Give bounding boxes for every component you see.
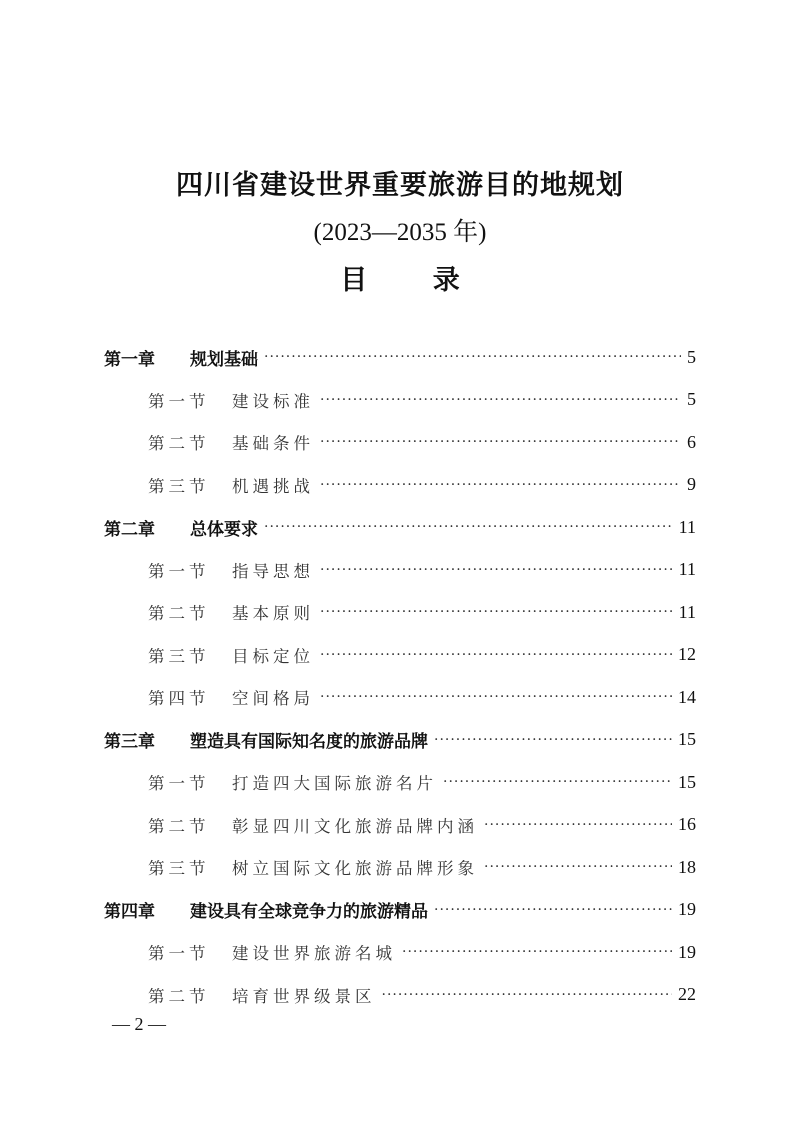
toc-entry-title: 建设具有全球竞争力的旅游精品 (190, 902, 428, 922)
toc-entry-label: 第二节 (148, 816, 210, 836)
toc-entry-label: 第一节 (148, 561, 210, 581)
toc-section-entry[interactable] (148, 769, 696, 795)
toc-entry-label: 第三节 (148, 646, 210, 666)
toc-section-entry[interactable] (148, 812, 696, 838)
toc-entry-label: 第二节 (148, 986, 210, 1006)
dot-leader (320, 689, 672, 705)
toc-entry-title: 建设世界旅游名城 (232, 944, 396, 963)
toc-entry-page: 11 (678, 516, 696, 537)
dot-leader (264, 349, 681, 365)
toc-entry-label: 第三节 (148, 859, 210, 878)
toc-section-entry[interactable] (148, 599, 696, 625)
toc-entry-title: 基础条件 (232, 434, 314, 453)
toc-section-entry[interactable] (148, 982, 696, 1008)
toc-entry-page: 5 (687, 346, 696, 367)
toc-entry-page: 15 (678, 729, 696, 749)
toc-entry-title: 建设标准 (232, 391, 314, 411)
document-title: 四川省建设世界重要旅游目的地规划 (176, 170, 624, 201)
toc-entry-title: 基本原则 (232, 604, 314, 623)
toc-entry-title: 机遇挑战 (232, 476, 314, 496)
toc-entry-page: 18 (678, 856, 696, 877)
toc-entry-title: 指导思想 (232, 561, 314, 581)
toc-entry-title: 塑造具有国际知名度的旅游品牌 (190, 732, 428, 752)
toc-entry-page: 14 (678, 686, 696, 707)
dot-leader (434, 902, 672, 918)
dot-leader (443, 774, 672, 790)
toc-chapter-entry[interactable] (104, 727, 696, 753)
document-subtitle: (2023—2035 年) (313, 219, 487, 246)
toc-section-entry[interactable] (148, 854, 696, 880)
dot-leader (320, 647, 672, 663)
toc-entry-page: 22 (678, 984, 696, 1004)
toc-entry-page: 9 (687, 474, 696, 494)
toc-entry-page: 19 (678, 941, 696, 962)
toc-chapter-entry[interactable] (104, 344, 696, 370)
toc-entry-page: 19 (678, 899, 696, 919)
toc-entry-title: 培育世界级景区 (232, 986, 376, 1006)
dot-leader (320, 392, 681, 408)
toc-entry-label: 第三章 (104, 732, 155, 752)
toc-entry-page: 12 (678, 644, 696, 664)
toc-entry-label: 第一节 (148, 944, 210, 963)
toc-chapter-entry[interactable] (104, 897, 696, 923)
toc-entry-label: 第一节 (148, 391, 210, 411)
toc-entry-title: 树立国际文化旅游品牌形象 (232, 859, 478, 878)
dot-leader (434, 732, 672, 748)
dot-leader (382, 987, 673, 1003)
toc-entry-title: 目标定位 (232, 646, 314, 666)
toc-section-entry[interactable] (148, 684, 696, 710)
toc-entry-label: 第二节 (148, 434, 210, 453)
dot-leader (320, 604, 673, 620)
toc-entry-label: 第四章 (104, 902, 155, 922)
toc-entry-label: 第二章 (104, 519, 155, 540)
dot-leader (402, 944, 672, 960)
dot-leader (320, 434, 681, 450)
toc-entry-label: 第二节 (148, 604, 210, 623)
dot-leader (484, 817, 672, 833)
toc-section-entry[interactable] (148, 429, 696, 455)
toc-section-entry[interactable] (148, 472, 696, 498)
toc-entry-page: 11 (678, 601, 696, 622)
toc-section-entry[interactable] (148, 557, 696, 583)
toc-section-entry[interactable] (148, 939, 696, 965)
toc-entry-title: 打造四大国际旅游名片 (232, 774, 437, 793)
toc-entry-title: 空间格局 (232, 689, 314, 708)
toc-section-entry[interactable] (148, 642, 696, 668)
toc-entry-label: 第三节 (148, 476, 210, 496)
toc-entry-label: 第一章 (104, 349, 155, 370)
toc-entry-title: 彰显四川文化旅游品牌内涵 (232, 816, 478, 836)
toc-entry-page: 6 (687, 431, 696, 452)
toc-entry-page: 11 (678, 559, 696, 579)
toc-chapter-entry[interactable] (104, 514, 696, 540)
toc-entry-label: 第一节 (148, 774, 210, 793)
toc-heading: 目 录 (340, 265, 488, 296)
dot-leader (320, 477, 681, 493)
dot-leader (320, 562, 673, 578)
toc-entry-page: 15 (678, 771, 696, 792)
toc-entry-page: 16 (678, 814, 696, 834)
toc-entry-title: 总体要求 (190, 519, 258, 540)
toc-section-entry[interactable] (148, 387, 696, 413)
page-number: — 2 — (112, 1014, 166, 1034)
toc-entry-label: 第四节 (148, 689, 210, 708)
dot-leader (484, 859, 672, 875)
dot-leader (264, 519, 673, 535)
toc-entry-title: 规划基础 (190, 349, 258, 370)
toc-entry-page: 5 (687, 389, 696, 409)
